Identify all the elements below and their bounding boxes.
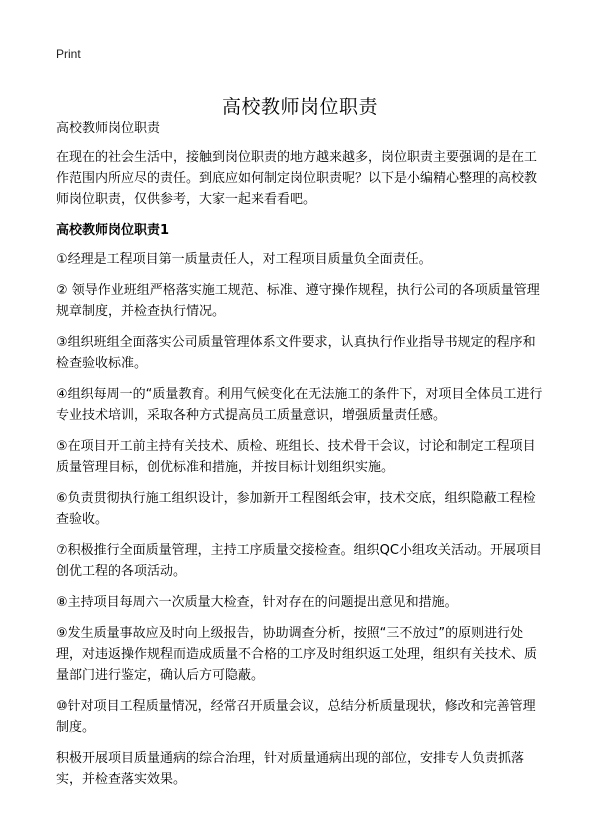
print-link[interactable]: Print	[56, 47, 81, 61]
duty-item-6: ⑥负责贯彻执行施工组织设计，参加新开工程图纸会审，技术交底，组织隐蔽工程检查验收。	[56, 491, 536, 527]
intro-paragraph: 在现在的社会生活中，接触到岗位职责的地方越来越多，岗位职责主要强调的是在工作范围内所应尽的责任。到底应如何制定岗位职责呢？以下是小编精心整理的高校教师岗位职责，仅供参考，大家一起来看看吧。	[56, 150, 538, 207]
duty-item-2: ② 领导作业班组严格落实施工规范、标准、遵守操作规程，执行公司的各项质量管理规章制度，并检查执行情况。	[56, 283, 540, 319]
document-subtitle: 高校教师岗位职责	[56, 121, 161, 136]
duty-item-4: ④组织每周一的“质量教育。利用气候变化在无法施工的条件下，对项目全体员工进行专业技术培训，采取各种方式提高员工质量意识，增强质量责任感。	[56, 387, 543, 423]
duty-item-10: ⑩针对项目工程质量情况，经常召开质量会议，总结分析质量现状，修改和完善管理制度。	[56, 699, 536, 735]
duty-item-9: ⑨发生质量事故应及时向上级报告，协助调查分析，按照“三不放过”的原则进行处理，对违返操作规程而造成质量不合格的工序及时组织返工处理，组织有关技术、质量部门进行鉴定，确认后方可隐蔽。	[56, 626, 538, 683]
duty-item-8: ⑧主持项目每周六一次质量大检查，针对存在的问题提出意见和措施。	[56, 595, 458, 610]
page-title: 高校教师岗位职责	[221, 95, 378, 118]
duty-item-11: 积极开展项目质量通病的综合治理，针对质量通病出现的部位，安排专人负责抓落实，并检查落实效果。	[56, 751, 525, 787]
duty-item-1: ①经理是工程项目第一质量责任人，对工程项目质量负全面责任。	[56, 252, 432, 267]
duty-item-5: ⑤在项目开工前主持有关技术、质检、班组长、技术骨干会议，讨论和制定工程项目质量管理目标，创优标准和措施，并按目标计划组织实施。	[56, 439, 536, 475]
duty-item-3: ③组织班组全面落实公司质量管理体系文件要求，认真执行作业指导书规定的程序和检查验收标准。	[56, 335, 536, 371]
document-body	[56, 118, 544, 800]
section-heading: 高校教师岗位职责1	[56, 223, 170, 238]
duty-item-7: ⑦积极推行全面质量管理，主持工序质量交接检查。组织QC小组攻关活动。开展项目创优工程的各项活动。	[56, 543, 542, 579]
